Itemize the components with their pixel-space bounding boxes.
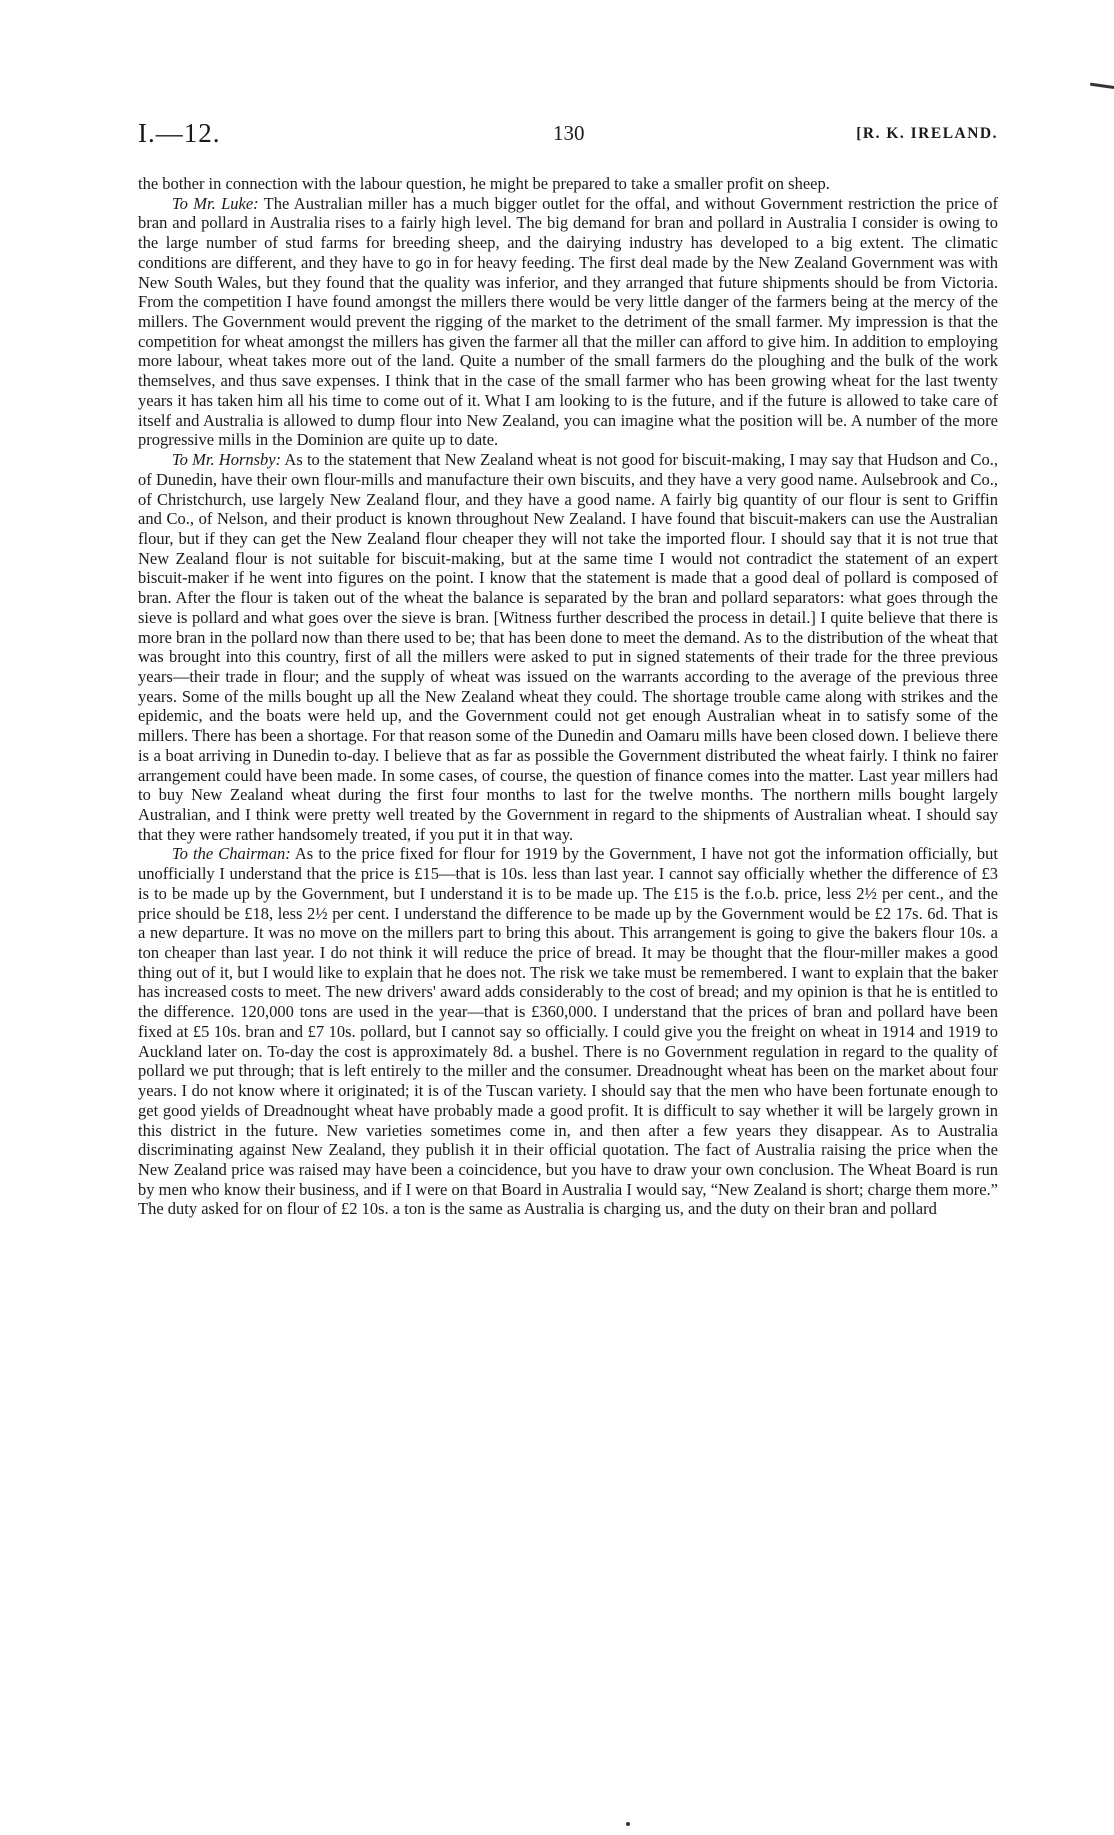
addressee: To the Chairman: [172,844,291,864]
footer-dot [626,1822,630,1826]
paragraph [138,450,998,844]
paragraph-text: The Australian miller has a much bigger outlet for the offal, and without Government restriction the price of bran and pollard in Australia rises to a fairly high level. The big demand for bran and pollard in Australia I consider is owing to the large number of stud farms for breeding sheep, and the dairying industry has developed to a big extent. The climatic conditions are different, and they have to go in for heavy feeding. The first deal made by the New Zealand Government was with New South Wales, but they found that the quality was inferior, and they arranged that future shipments should be from Victoria. From the competition I have found amongst the millers there would be very little danger of the farmers being at the mercy of the millers. The Government would prevent the rigging of the market to the detriment of the small farmer. My impression is that the competition for wheat amongst the millers has given the farmer all that the miller can afford to give him. In addition to employing more labour, wheat takes more out of the land. Quite a number of the small farmers do the ploughing and the bulk of the work themselves, and thus save expenses. I think that in the case of the small farmer who has been growing wheat for the last twenty years it has taken him all his time to come out of it. What I am looking to is the future, and if the future is allowed to take care of itself and Australia is allowed to dump flour into New Zealand, you can imagine what the position will be. A number of the more progressive mills in the Dominion are quite up to date. [138,193,998,450]
paragraph-text: As to the statement that New Zealand wheat is not good for biscuit-making, I may say that Hudson and Co., of Dunedin, have their own flour-mills and manufacture their own biscuits, and they have a very good name. Aulsebrook and Co., of Christchurch, use largely New Zealand flour, and they have a good name. A fairly big quantity of our flour is sent to Griffin and Co., of Nelson, and their product is known throughout New Zealand. I have found that biscuit-makers can use the Australian flour, but if they can get the New Zealand flour cheaper they will not take the imported flour. I should say that it is not true that New Zealand flour is not suitable for biscuit-making, but at the same time I would not contradict the statement of an expert biscuit-maker if he went into figures on the point. I know that the statement is made that a good deal of pollard is composed of bran. After the flour is taken out of the wheat the balance is separated by the bran and pollard separators: what goes through the sieve is pollard and what goes over the sieve is bran. [Witness further described the process in detail.] I quite believe that there is more bran in the pollard now than there used to be; that has been done to meet the demand. As to the distribution of the wheat that was brought into this country, first of all the millers were asked to put in signed statements of their trade for the three previous years—their trade in flour; and the supply of wheat was issued on the warrants according to the average of the previous three years. Some of the mills bought up all the New Zealand wheat they could. The shortage trouble came along with strikes and the epidemic, and the boats were held up, and the Government could not get enough Australian wheat in to satisfy some of the millers. There has been a shortage. For that reason some of the Dunedin and Oamaru mills have been closed down. I believe there is a boat arriving in Dunedin to-day. I believe that as far as possible the Government distributed the wheat fairly. I think no fairer arrangement could have been made. In some cases, of course, the question of finance comes into the matter. Last year millers had to buy New Zealand wheat during the first four months to last for the twelve months. The northern mills bought largely Australian, and I think were pretty well treated by the Government in regard to the shipments of Australian wheat. I should say that they were rather handsomely treated, if you put it in that way. [138,450,998,844]
page-header [138,118,998,152]
page-number: 130 [553,121,585,145]
addressee: To Mr. Hornsby: [172,450,282,470]
paragraph-text: the bother in connection with the labour question, he might be prepared to take a smaller profit on sheep. [138,174,830,193]
witness-name: [R. K. IRELAND. [856,125,998,142]
paragraph [138,174,998,194]
paragraph-text: As to the price fixed for flour for 1919 by the Government, I have not got the information officially, but unofficially I understand that the price is £15—that is 10s. less than last year. I cannot say officially whether the difference of £3 is to be made up by the Government, but I understand it is to be made up. The £15 is the f.o.b. price, less 2½ per cent., and the price should be £18, less 2½ per cent. I understand the difference to be made up by the Government would be £2 17s. 6d. That is a new departure. It was no move on the millers part to bring this about. This arrangement is going to give the bakers flour 10s. a ton cheaper than last year. I do not think it will reduce the price of bread. It may be thought that the flour-miller makes a good thing out of it, but I would like to explain that he does not. The risk we take must be remembered. I want to explain that the baker has increased costs to meet. The new drivers' award adds considerably to the cost of bread; and my opinion is that he is entitled to the difference. 120,000 tons are used in the year—that is £360,000. I understand that the prices of bran and pollard have been fixed at £5 10s. bran and £7 10s. pollard, but I cannot say so officially. I could give you the freight on wheat in 1914 and 1919 to Auckland later on. To-day the cost is approximately 8d. a bushel. There is no Government regulation in regard to the quality of pollard we put through; that is left entirely to the miller and the consumer. Dreadnought wheat has been on the market about four years. I do not know where it originated; it is of the Tuscan variety. I should say that the men who have been fortunate enough to get good yields of Dreadnought wheat have probably made a good profit. It is difficult to say whether it will be largely grown in this district in the future. New varieties sometimes come in, and then after a few years they disappear. As to Australia discriminating against New Zealand, they publish it in their official quotation. The fact of Australia raising the price when the New Zealand price was raised may have been a coincidence, but you have to draw your own conclusion. The Wheat Board is run by men who know their business, and if I were on that Board in Australia I would say, “New Zealand is short; charge them more.” The duty asked for on flour of £2 10s. a ton is the same as Australia is charging us, and the duty on their bran and pollard [138,844,998,1219]
report-number: I.—12. [138,118,221,148]
document-page [138,118,998,1219]
paragraph [138,844,998,1219]
scan-edge-mark [1090,83,1114,89]
addressee: To Mr. Luke: [172,193,259,213]
body-text [138,174,998,1219]
paragraph [138,194,998,450]
